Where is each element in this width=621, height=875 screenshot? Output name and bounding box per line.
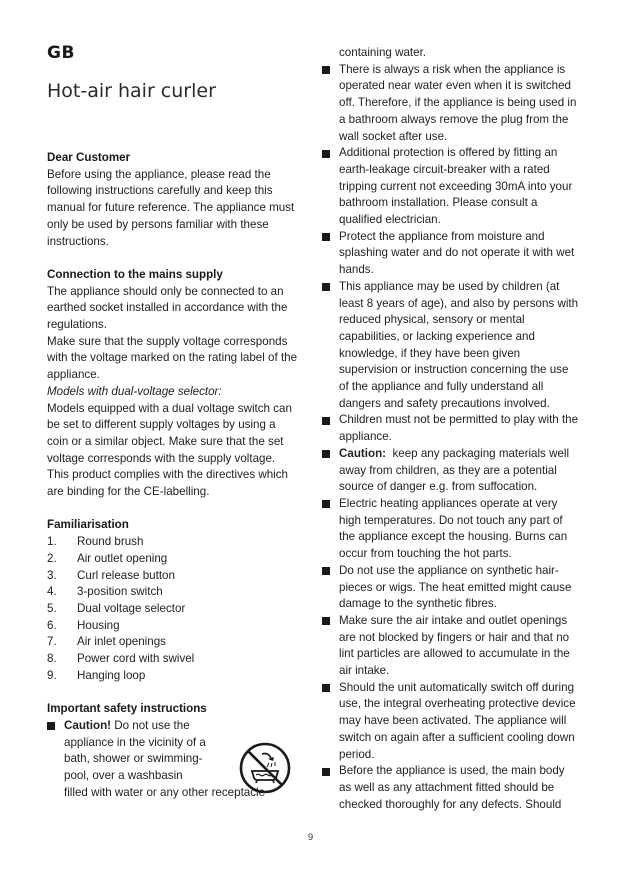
dual-voltage-subheading: Models with dual-voltage selector: [47,384,222,398]
caution-bullet: Caution! Do not use the appliance in the vicinity of a bath, shower or swimming- pool, over a washbasin filled with water or any other receptacle [47,718,299,802]
list-item: 9. Hanging loop [47,668,146,682]
list-item: Electric heating appliances operate at very high temperatures. Do not touch any part of the appliance except the housing. Burns can occur from touching the hot parts. [322,496,580,563]
list-item: 8. Power cord with swivel [47,652,195,666]
list-item: Do not use the appliance on synthetic hair-pieces or wigs. The heat emitted might cause damage to the synthetic fibres. [322,563,580,613]
bullet-square-icon [322,283,330,291]
list-item: 4. 3-position switch [47,585,163,599]
no-bath-warning-icon [238,741,292,795]
dear-customer-text: Before using the appliance, please read the following instructions carefully and keep this manual for future reference. The appliance must only be used by persons familiar with these instructions. [47,167,295,248]
right-column [322,45,580,813]
mains-paragraph-1: The appliance should only be connected to an earthed socket installed in accordance with the regulations. [47,284,288,332]
bullet-square-icon [322,768,330,776]
bullet-square-icon [47,722,55,730]
mains-paragraph-2: Make sure that the supply voltage corresponds with the voltage marked on the rating label of the appliance. [47,334,298,382]
bullet-square-icon [322,567,330,575]
left-column [47,150,299,801]
list-item: Make sure the air intake and outlet openings are not blocked by fingers or hair and that no lint particles are allowed to accumulate in the air intake. [322,613,580,680]
caution-label: Caution: [339,446,387,460]
caution-label: Caution! [64,718,112,732]
safety-heading: Important safety instructions [47,702,207,716]
bullet-square-icon [322,500,330,508]
bullet-square-icon [322,150,330,158]
list-item: Should the unit automatically switch off during use, the integral overheating protective device may have been activated. The appliance will switch on again after a sufficient cooling down period. [322,680,580,764]
language-code: GB [47,43,75,63]
list-item: 3. Curl release button [47,568,175,582]
list-item: 2. Air outlet opening [47,551,168,565]
bullet-square-icon [322,450,330,458]
bullet-square-icon [322,417,330,425]
list-item: Protect the appliance from moisture and splashing water and do not operate it with wet hands. [322,229,580,279]
list-item: 6. Housing [47,618,120,632]
mains-paragraph-4: This product complies with the directives which are binding for the CE-labelling. [47,468,288,499]
page-title: Hot-air hair curler [47,80,216,102]
bullet-square-icon [322,684,330,692]
list-item: 5. Dual voltage selector [47,601,186,615]
mains-supply-heading: Connection to the mains supply [47,267,223,281]
bullet-square-icon [322,233,330,241]
list-item: 1. Round brush [47,535,144,549]
mains-paragraph-3: Models equipped with a dual voltage switch can be set to different supply voltages by using a coin or a similar object. Make sure that the set voltage corresponds with the supply voltage. [47,401,292,465]
list-item: Before the appliance is used, the main body as well as any attachment fitted should be checked thoroughly for any defects. Should [322,763,580,813]
caution-packaging-bullet: Caution: keep any packaging materials well away from children, as they are a potential source of danger e.g. from suffocation. [322,446,580,496]
parts-list [47,534,299,684]
list-item: 7. Air inlet openings [47,635,166,649]
bullet-square-icon [322,66,330,74]
list-item: Children must not be permitted to play with the appliance. [322,412,580,445]
list-item: There is always a risk when the appliance is operated near water even when it is switched off. Therefore, if the appliance is being used in a bathroom always remove the plug from the wall socket after use. [322,62,580,146]
bullet-square-icon [322,617,330,625]
familiarisation-heading: Familiarisation [47,518,129,532]
page-number: 9 [307,832,314,843]
list-item: Additional protection is offered by fitting an earth-leakage circuit-breaker with a rated tripping current not exceeding 30mA into your bathroom installation. Please consult a qualified electrician. [322,145,580,229]
continued-text: containing water. [339,46,427,59]
dear-customer-heading: Dear Customer [47,151,131,164]
list-item: This appliance may be used by children (at least 8 years of age), and also by persons with reduced physical, sensory or mental capabilities, or lacking experience and knowledge, if they have been given supervision or instruction concerning the use of the appliance and fully understand all dangers and safety precautions involved. [322,279,580,413]
